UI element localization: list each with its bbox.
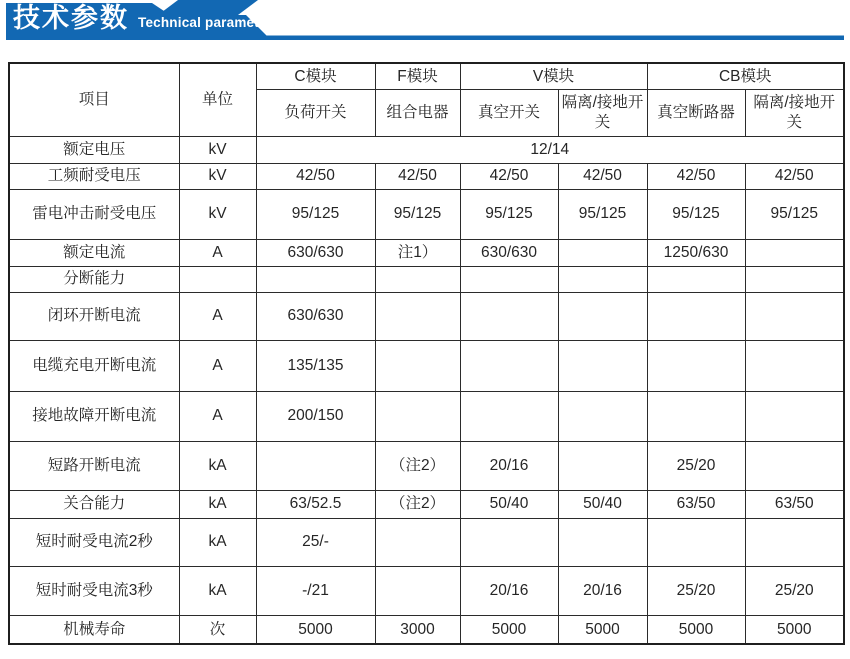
table-cell (745, 266, 844, 292)
table-cell (745, 239, 844, 266)
row-unit: A (179, 391, 256, 441)
table-cell: （注2） (375, 441, 460, 490)
table-head (9, 63, 844, 136)
table-cell (460, 391, 558, 441)
row-merged-value: 12/14 (256, 136, 844, 163)
header-group-f: F模块 (375, 63, 460, 89)
table-cell (375, 340, 460, 391)
row-label: 额定电压 (9, 136, 179, 163)
table-cell (647, 266, 745, 292)
table-cell (375, 391, 460, 441)
table-cell: 5000 (745, 615, 844, 644)
table-cell: 25/20 (745, 566, 844, 615)
table-cell: 5000 (558, 615, 647, 644)
section-banner (0, 0, 850, 44)
row-label: 闭环开断电流 (9, 292, 179, 340)
table-cell (375, 518, 460, 566)
table-cell: 5000 (256, 615, 375, 644)
table-cell: 135/135 (256, 340, 375, 391)
table-cell (647, 391, 745, 441)
header-sub-vacuum-switch: 真空开关 (460, 89, 558, 136)
table-cell: （注2） (375, 490, 460, 518)
table-cell: 95/125 (256, 189, 375, 239)
banner-underline (6, 36, 844, 41)
table-row (9, 566, 844, 615)
table-cell (647, 292, 745, 340)
table-cell: 1250/630 (647, 239, 745, 266)
table-cell (375, 292, 460, 340)
row-unit: kV (179, 189, 256, 239)
table-cell (460, 518, 558, 566)
table-cell: 25/20 (647, 566, 745, 615)
table-cell (256, 266, 375, 292)
table-cell: -/21 (256, 566, 375, 615)
header-row-groups (9, 63, 844, 89)
row-unit: A (179, 340, 256, 391)
row-unit: kA (179, 518, 256, 566)
table-cell (558, 391, 647, 441)
table-row (9, 189, 844, 239)
table-row (9, 136, 844, 163)
row-label: 工频耐受电压 (9, 163, 179, 189)
table-cell: 63/50 (745, 490, 844, 518)
table-row (9, 292, 844, 340)
table-cell (745, 340, 844, 391)
table-cell: 5000 (460, 615, 558, 644)
table-cell: 20/16 (460, 441, 558, 490)
row-label: 短时耐受电流2秒 (9, 518, 179, 566)
table-cell (375, 266, 460, 292)
table-cell: 95/125 (460, 189, 558, 239)
row-unit: kA (179, 566, 256, 615)
table-cell (647, 340, 745, 391)
header-group-cb: CB模块 (647, 63, 844, 89)
table-cell (745, 441, 844, 490)
row-label: 短时耐受电流3秒 (9, 566, 179, 615)
table-cell: 5000 (647, 615, 745, 644)
table-row (9, 340, 844, 391)
table-cell: 95/125 (375, 189, 460, 239)
header-sub-isolate-earth-v: 隔离/接地开关 (558, 89, 647, 136)
table-cell: 42/50 (460, 163, 558, 189)
table-row (9, 518, 844, 566)
spec-table (8, 62, 845, 645)
row-label: 雷电冲击耐受电压 (9, 189, 179, 239)
row-label: 接地故障开断电流 (9, 391, 179, 441)
table-cell: 630/630 (256, 239, 375, 266)
header-sub-combined-apparatus: 组合电器 (375, 89, 460, 136)
table-cell (558, 266, 647, 292)
header-sub-load-switch: 负荷开关 (256, 89, 375, 136)
header-unit: 单位 (179, 63, 256, 136)
row-unit: kV (179, 163, 256, 189)
row-unit: kA (179, 441, 256, 490)
header-group-c: C模块 (256, 63, 375, 89)
table-cell: 50/40 (460, 490, 558, 518)
table-cell (460, 340, 558, 391)
table-row (9, 266, 844, 292)
table-cell (256, 441, 375, 490)
table-cell: 42/50 (745, 163, 844, 189)
table-cell (460, 292, 558, 340)
row-unit: kA (179, 490, 256, 518)
table-cell: 200/150 (256, 391, 375, 441)
table-cell (558, 239, 647, 266)
table-cell (745, 292, 844, 340)
table-cell (558, 518, 647, 566)
table-row (9, 490, 844, 518)
table-cell: 42/50 (375, 163, 460, 189)
table-cell (647, 518, 745, 566)
table-cell: 63/50 (647, 490, 745, 518)
table-cell (745, 391, 844, 441)
row-label: 关合能力 (9, 490, 179, 518)
header-group-v: V模块 (460, 63, 647, 89)
table-cell: 42/50 (647, 163, 745, 189)
spec-table-wrap (8, 62, 845, 645)
header-sub-isolate-earth-cb: 隔离/接地开关 (745, 89, 844, 136)
table-cell: 63/52.5 (256, 490, 375, 518)
header-sub-vacuum-breaker: 真空断路器 (647, 89, 745, 136)
row-unit (179, 266, 256, 292)
table-cell: 630/630 (460, 239, 558, 266)
row-label: 机械寿命 (9, 615, 179, 644)
table-cell: 95/125 (558, 189, 647, 239)
table-cell: 25/20 (647, 441, 745, 490)
header-item: 项目 (9, 63, 179, 136)
row-unit: kV (179, 136, 256, 163)
row-label: 分断能力 (9, 266, 179, 292)
table-cell: 注1） (375, 239, 460, 266)
table-row (9, 391, 844, 441)
table-cell: 95/125 (745, 189, 844, 239)
table-row (9, 615, 844, 644)
table-cell (460, 266, 558, 292)
table-cell (558, 340, 647, 391)
row-unit: A (179, 239, 256, 266)
table-cell: 42/50 (558, 163, 647, 189)
table-cell (558, 292, 647, 340)
table-cell (558, 441, 647, 490)
banner-title-en: Technical parameter (138, 15, 273, 30)
table-body (9, 136, 844, 644)
row-unit: 次 (179, 615, 256, 644)
row-unit: A (179, 292, 256, 340)
banner-title-zh: 技术参数 (13, 3, 129, 33)
table-cell: 3000 (375, 615, 460, 644)
table-cell: 95/125 (647, 189, 745, 239)
table-cell (375, 566, 460, 615)
table-cell: 50/40 (558, 490, 647, 518)
table-cell (745, 518, 844, 566)
table-row (9, 163, 844, 189)
row-label: 额定电流 (9, 239, 179, 266)
table-cell: 20/16 (460, 566, 558, 615)
table-row (9, 239, 844, 266)
table-cell: 25/- (256, 518, 375, 566)
table-cell: 20/16 (558, 566, 647, 615)
table-row (9, 441, 844, 490)
table-cell: 630/630 (256, 292, 375, 340)
table-cell: 42/50 (256, 163, 375, 189)
row-label: 短路开断电流 (9, 441, 179, 490)
row-label: 电缆充电开断电流 (9, 340, 179, 391)
